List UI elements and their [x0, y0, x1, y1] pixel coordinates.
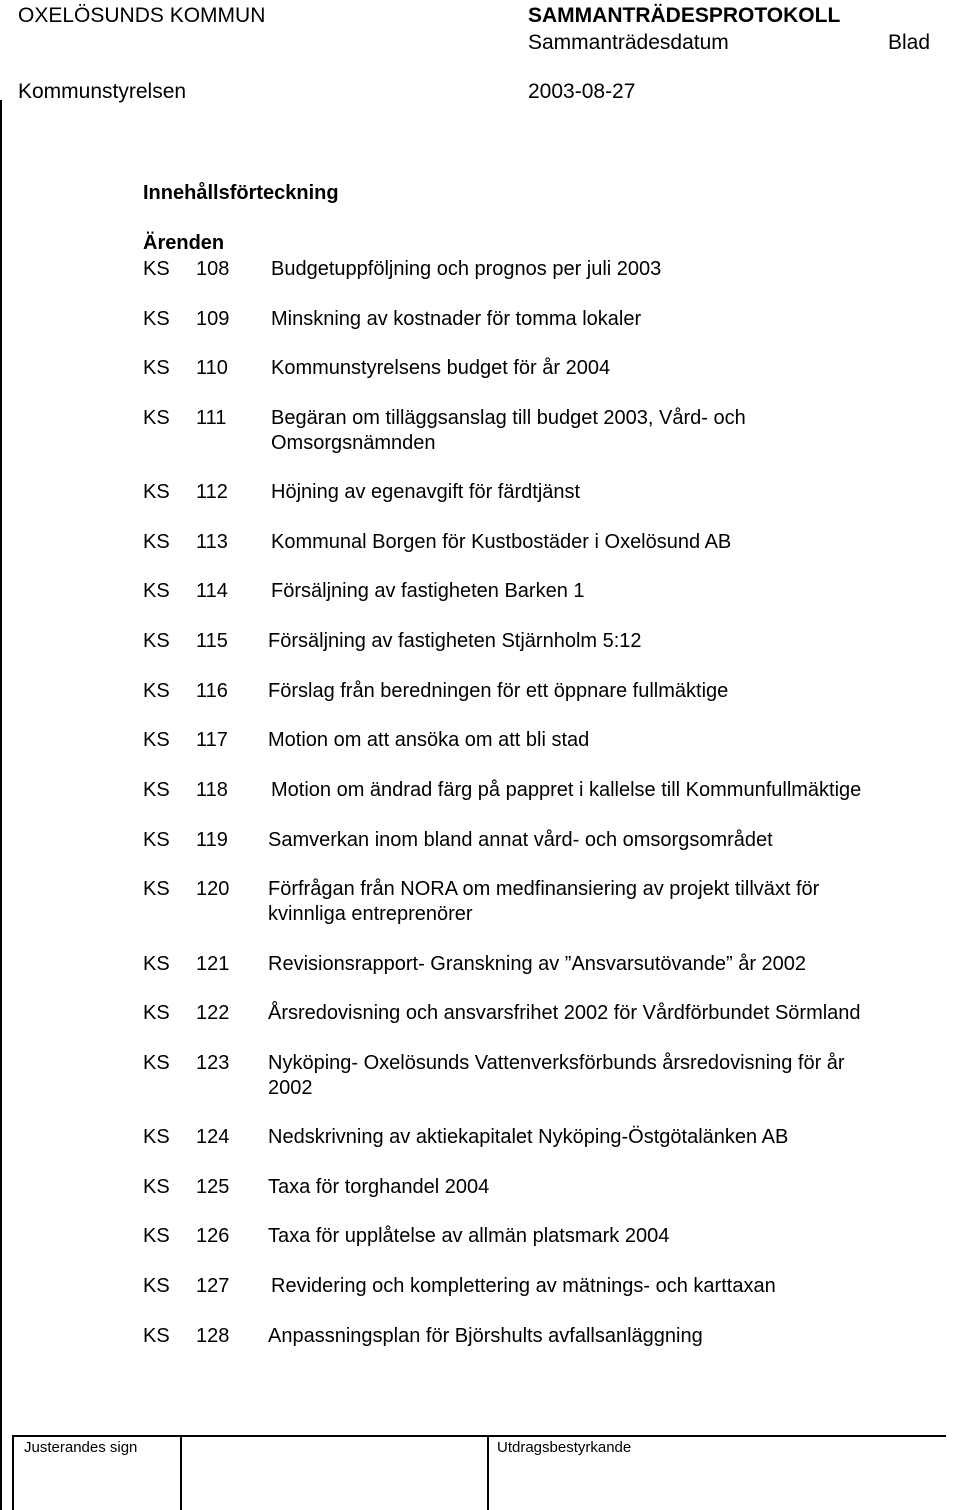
item-prefix: KS — [143, 481, 170, 503]
item-number: 114 — [196, 580, 228, 602]
item-title: Försäljning av fastigheten Stjärnholm 5:12 — [268, 630, 642, 652]
item-title: Samverkan inom bland annat vård- och omsorgsområdet — [268, 829, 773, 851]
item-number: 111 — [196, 407, 227, 429]
footer-left-edge — [12, 1435, 14, 1510]
extract-certification-label: Utdragsbestyrkande — [497, 1439, 632, 1456]
item-prefix: KS — [143, 407, 170, 429]
item-title: Försäljning av fastigheten Barken 1 — [271, 580, 585, 602]
item-prefix: KS — [143, 1176, 170, 1198]
item-title: Motion om ändrad färg på pappret i kallelse till Kommunfullmäktige — [271, 779, 862, 801]
meeting-date: 2003-08-27 — [528, 80, 636, 103]
item-prefix: KS — [143, 1325, 170, 1347]
item-title: Begäran om tilläggsanslag till budget 2003, Vård- och — [271, 407, 746, 429]
item-number: 126 — [196, 1225, 230, 1247]
section-heading: Ärenden — [143, 232, 225, 254]
item-title: Kommunstyrelsens budget för år 2004 — [271, 357, 611, 379]
item-prefix: KS — [143, 1126, 170, 1148]
signature-label: Justerandes sign — [24, 1439, 138, 1456]
item-title: Taxa för upplåtelse av allmän platsmark 2004 — [268, 1225, 670, 1247]
item-prefix: KS — [143, 630, 170, 652]
item-title-continued: kvinnliga entreprenörer — [268, 903, 473, 925]
item-number: 121 — [196, 953, 230, 975]
item-number: 124 — [196, 1126, 230, 1148]
item-number: 118 — [196, 779, 228, 801]
item-title: Budgetuppföljning och prognos per juli 2003 — [271, 258, 662, 280]
item-prefix: KS — [143, 580, 170, 602]
item-title: Nyköping- Oxelösunds Vattenverksförbunds årsredovisning för år — [268, 1052, 845, 1074]
footer-separator-1 — [180, 1435, 182, 1510]
item-number: 112 — [196, 481, 228, 503]
item-title: Kommunal Borgen för Kustbostäder i Oxelösund AB — [271, 531, 732, 553]
item-prefix: KS — [143, 1225, 170, 1247]
footer-divider — [12, 1435, 946, 1437]
item-number: 123 — [196, 1052, 230, 1074]
item-prefix: KS — [143, 1052, 170, 1074]
item-number: 125 — [196, 1176, 230, 1198]
item-title: Anpassningsplan för Björshults avfallsanläggning — [268, 1325, 703, 1347]
item-prefix: KS — [143, 829, 170, 851]
committee-name: Kommunstyrelsen — [18, 80, 187, 103]
item-prefix: KS — [143, 258, 170, 280]
item-number: 109 — [196, 308, 230, 330]
item-title: Taxa för torghandel 2004 — [268, 1176, 490, 1198]
item-number: 119 — [196, 829, 228, 851]
item-title: Förslag från beredningen för ett öppnare fullmäktige — [268, 680, 729, 702]
item-prefix: KS — [143, 779, 170, 801]
item-number: 108 — [196, 258, 230, 280]
item-number: 110 — [196, 357, 228, 379]
footer-separator-2 — [487, 1435, 489, 1510]
item-prefix: KS — [143, 953, 170, 975]
item-number: 116 — [196, 680, 228, 702]
item-title: Årsredovisning och ansvarsfrihet 2002 för Vårdförbundet Sörmland — [268, 1002, 861, 1024]
item-title: Revidering och komplettering av mätnings- och karttaxan — [271, 1275, 776, 1297]
item-number: 122 — [196, 1002, 230, 1024]
item-title: Förfrågan från NORA om medfinansiering av projekt tillväxt för — [268, 878, 820, 900]
item-title: Motion om att ansöka om att bli stad — [268, 729, 590, 751]
item-title: Minskning av kostnader för tomma lokaler — [271, 308, 642, 330]
item-title: Revisionsrapport- Granskning av ”Ansvarsutövande” år 2002 — [268, 953, 807, 975]
item-title-continued: Omsorgsnämnden — [271, 432, 436, 454]
item-prefix: KS — [143, 878, 170, 900]
document-type: SAMMANTRÄDESPROTOKOLL — [528, 4, 841, 27]
item-prefix: KS — [143, 1275, 170, 1297]
item-number: 120 — [196, 878, 230, 900]
item-number: 115 — [196, 630, 228, 652]
item-prefix: KS — [143, 308, 170, 330]
meeting-date-label: Sammanträdesdatum — [528, 31, 729, 54]
item-title: Höjning av egenavgift för färdtjänst — [271, 481, 581, 503]
item-title-continued: 2002 — [268, 1077, 313, 1099]
item-number: 113 — [196, 531, 228, 553]
item-number: 127 — [196, 1275, 230, 1297]
item-prefix: KS — [143, 729, 170, 751]
municipality-name: OXELÖSUNDS KOMMUN — [18, 4, 266, 27]
item-prefix: KS — [143, 357, 170, 379]
item-title: Nedskrivning av aktiekapitalet Nyköping-Östgötalänken AB — [268, 1126, 789, 1148]
item-number: 117 — [196, 729, 228, 751]
toc-title: Innehållsförteckning — [143, 182, 339, 204]
page-label: Blad — [888, 31, 931, 54]
item-prefix: KS — [143, 1002, 170, 1024]
item-prefix: KS — [143, 531, 170, 553]
item-prefix: KS — [143, 680, 170, 702]
item-number: 128 — [196, 1325, 230, 1347]
left-border-line — [0, 100, 2, 1510]
